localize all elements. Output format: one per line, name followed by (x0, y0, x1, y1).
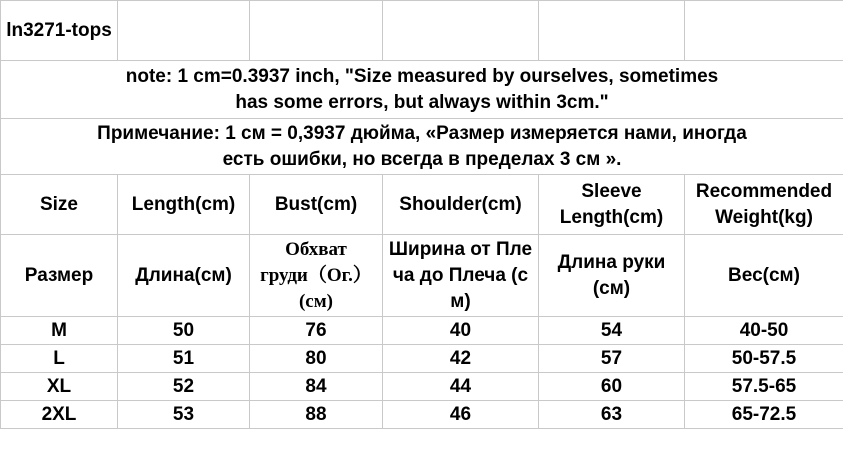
weight-cell: 57.5-65 (685, 373, 843, 401)
empty-cell (685, 1, 843, 61)
size-cell: 2XL (1, 401, 118, 429)
header-ru-shoulder-text: Ширина от Плеча до Плеча (см) (388, 238, 533, 312)
shoulder-cell: 40 (383, 317, 539, 345)
note-russian (1, 119, 843, 175)
empty-cell (250, 1, 383, 61)
empty-cell (118, 1, 250, 61)
header-ru-bust-text: Обхват груди（Ог.）(см) (260, 238, 372, 312)
size-cell: L (1, 345, 118, 373)
sleeve-cell: 60 (539, 373, 685, 401)
header-ru-shoulder (383, 235, 539, 317)
size-cell: M (1, 317, 118, 345)
header-ru-size: Размер (1, 235, 118, 317)
note-en-row (1, 61, 843, 119)
weight-cell: 50-57.5 (685, 345, 843, 373)
length-cell: 51 (118, 345, 250, 373)
sleeve-cell: 57 (539, 345, 685, 373)
sleeve-cell: 63 (539, 401, 685, 429)
shoulder-cell: 46 (383, 401, 539, 429)
note-russian-text: Примечание: 1 см = 0,3937 дюйма, «Размер измеряется нами, иногда есть ошибки, но всегда в пределах 3 см ». (97, 122, 747, 170)
header-ru-bust (250, 235, 383, 317)
bust-cell: 80 (250, 345, 383, 373)
header-shoulder: Shoulder(cm) (383, 175, 539, 235)
header-length: Length(cm) (118, 175, 250, 235)
header-sleeve-length-text: Sleeve Length(cm) (559, 180, 664, 228)
header-ru-sleeve-text: Длина руки (см) (557, 251, 666, 299)
weight-cell: 40-50 (685, 317, 843, 345)
product-code: ln3271-tops (1, 1, 118, 61)
header-recommended-weight (685, 175, 843, 235)
note-ru-row (1, 119, 843, 175)
length-cell: 50 (118, 317, 250, 345)
note-english (1, 61, 843, 119)
empty-cell (383, 1, 539, 61)
weight-cell: 65-72.5 (685, 401, 843, 429)
bust-cell: 88 (250, 401, 383, 429)
header-recommended-weight-text: Recommended Weight(kg) (695, 180, 833, 228)
note-english-text: note: 1 cm=0.3937 inch, "Size measured by ourselves, sometimes has some errors, but always within 3cm." (125, 65, 719, 113)
length-cell: 53 (118, 401, 250, 429)
shoulder-cell: 42 (383, 345, 539, 373)
header-sleeve-length (539, 175, 685, 235)
header-bust: Bust(cm) (250, 175, 383, 235)
bust-cell: 76 (250, 317, 383, 345)
product-code-row (1, 1, 843, 61)
header-ru-sleeve (539, 235, 685, 317)
header-ru-row (1, 235, 843, 317)
header-en-row (1, 175, 843, 235)
table-row (1, 317, 843, 345)
header-ru-weight: Вес(см) (685, 235, 843, 317)
table-row (1, 401, 843, 429)
bust-cell: 84 (250, 373, 383, 401)
empty-cell (539, 1, 685, 61)
sleeve-cell: 54 (539, 317, 685, 345)
shoulder-cell: 44 (383, 373, 539, 401)
length-cell: 52 (118, 373, 250, 401)
header-ru-length: Длина(см) (118, 235, 250, 317)
header-size: Size (1, 175, 118, 235)
table-row (1, 345, 843, 373)
table-row (1, 373, 843, 401)
size-cell: XL (1, 373, 118, 401)
